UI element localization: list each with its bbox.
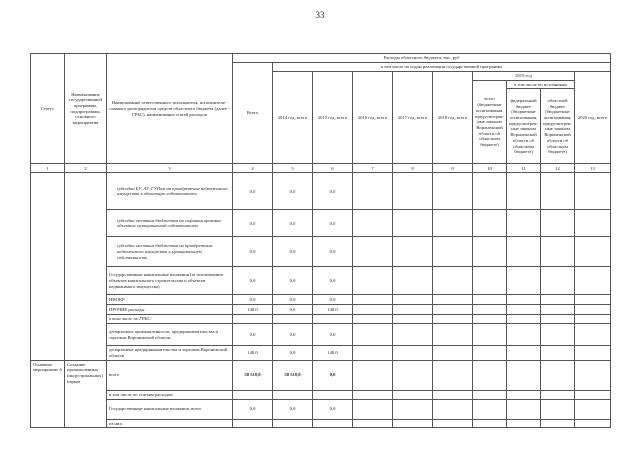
header-including-years: в том числе по годам реализации государственной программы: [273, 63, 611, 72]
row-label: субсидии БУ, АУ, ГУПам на приобретение недвижимого имущества в областную собственность: [107, 173, 233, 210]
column-number: 7: [353, 164, 393, 173]
column-number: 6: [313, 164, 353, 173]
table-row: [31, 237, 611, 267]
header-2014: 2014 год, всего: [273, 72, 313, 164]
row-label: субсидии местным бюджетам на приобретение недвижимого имущества в муниципальную собственность: [107, 237, 233, 267]
table-row: [31, 390, 611, 399]
row-label: НИОКР: [107, 295, 233, 305]
table-row: [31, 360, 611, 390]
column-number: 3: [107, 164, 233, 173]
table-row: [31, 315, 611, 324]
header-2019-federal: федеральный бюджет (бюджетные ассигнования, предусмотрен- ные законом Воронежской области об областном бюджете): [507, 89, 541, 164]
program-cell: Создание промышленных (индустриальных) парков: [65, 360, 107, 428]
y2015-cell: 0,0: [313, 295, 353, 305]
column-number: 12: [541, 164, 575, 173]
y2014-cell: 0,0: [273, 267, 313, 295]
column-number: 10: [473, 164, 507, 173]
header-2015: 2015 год, всего: [313, 72, 353, 164]
total-cell: 0,0: [233, 399, 273, 419]
header-program-name: Наименование государственной программы, подпрограммы, основного мероприятия: [65, 54, 107, 164]
y2015-cell: 0,0: [313, 237, 353, 267]
header-2016: 2016 год, всего: [353, 72, 393, 164]
row-label: департамент промышленности, предпринимательства и торговли Воронежской области: [107, 324, 233, 346]
column-number: 5: [273, 164, 313, 173]
header-expenses: Расходы областного бюджета, тыс. руб: [233, 54, 611, 63]
y2015-cell: 148,0: [313, 346, 353, 360]
total-cell: 50 518,0: [233, 360, 273, 390]
program-cell-empty: [65, 173, 107, 360]
y2015-cell: 0,0: [313, 360, 353, 390]
table-row: [31, 346, 611, 360]
budget-table: [30, 53, 611, 428]
y2015-cell: 0,0: [313, 324, 353, 346]
row-label: Государственные капитальные вложения, всего: [107, 399, 233, 419]
header-2020: 2020 год, всего: [575, 72, 611, 164]
header-by-sources: в том числе по источникам: [507, 80, 575, 89]
column-number: 1: [31, 164, 65, 173]
header-status: Статус: [31, 54, 65, 164]
y2015-cell: 0,0: [313, 267, 353, 295]
header-2019-all: всего (бюджетные ассигнования, предусмотрен- ные законом Воронежской области об областном бюджете): [473, 80, 507, 164]
total-cell: 0,0: [233, 210, 273, 237]
y2014-cell: 0,0: [273, 399, 313, 419]
total-cell: 0,0: [233, 237, 273, 267]
row-label: Государственные капитальные вложения (за исключением объектов капитального строительства и объектов недвижимого имущества): [107, 267, 233, 295]
column-number: 8: [393, 164, 433, 173]
y2014-cell: 0,0: [273, 346, 313, 360]
row-label: департамент предпринимательства и торговли Воронежской области: [107, 346, 233, 360]
total-cell: 0,0: [233, 295, 273, 305]
y2014-cell: 0,0: [273, 324, 313, 346]
y2015-cell: 0,0: [313, 210, 353, 237]
total-cell: 0,0: [233, 267, 273, 295]
table-row: [31, 295, 611, 305]
row-label: субсидии местным бюджетам на софинансирование объектов муниципальной собственности: [107, 210, 233, 237]
column-number: 4: [233, 164, 273, 173]
status-cell: Основное мероприятие 6: [31, 360, 65, 428]
total-cell: 148,0: [233, 305, 273, 315]
table-row: [31, 267, 611, 295]
y2014-cell: 0,0: [273, 173, 313, 210]
total-cell: 148,0: [233, 346, 273, 360]
column-number: 13: [575, 164, 611, 173]
total-cell: 0,0: [233, 324, 273, 346]
status-cell-empty: [31, 173, 65, 360]
y2014-cell: 50 518,0: [273, 360, 313, 390]
row-label: в том числе по ГРБС:: [107, 315, 233, 324]
table-row: [31, 399, 611, 419]
table-row: [31, 324, 611, 346]
table-row: [31, 305, 611, 315]
header-2019: 2019 год: [473, 72, 575, 81]
total-cell: 0,0: [233, 173, 273, 210]
y2014-cell: 0,0: [273, 237, 313, 267]
row-label: из них:: [107, 419, 233, 428]
y2014-cell: 0,0: [273, 210, 313, 237]
y2014-cell: 0,0: [273, 305, 313, 315]
y2015-cell: 0,0: [313, 399, 353, 419]
column-number: 2: [65, 164, 107, 173]
page-number: 33: [315, 10, 325, 20]
table-row: [31, 173, 611, 210]
row-label: в том числе по статьям расходов:: [107, 390, 233, 399]
header-2019-regional: областной бюджет (бюджетные ассигнования, предусмотрен- ные законом Воронежской области об областном бюджете): [541, 89, 575, 164]
y2014-cell: 0,0: [273, 295, 313, 305]
header-2017: 2017 год, всего: [393, 72, 433, 164]
row-label: ПРОЧИЕ расходы: [107, 305, 233, 315]
column-number: 11: [507, 164, 541, 173]
table-row: [31, 419, 611, 428]
header-2018: 2018 год, всего: [433, 72, 473, 164]
row-label: всего: [107, 360, 233, 390]
header-executor: Наименование ответственного исполнителя, исполнителя - главного распорядителя средств областного бюджета (далее - ГРБС), наименование статей расходов: [107, 54, 233, 164]
column-number: 9: [433, 164, 473, 173]
y2015-cell: 148,0: [313, 305, 353, 315]
y2015-cell: 0,0: [313, 173, 353, 210]
header-total: Всего: [233, 63, 273, 164]
table-row: [31, 210, 611, 237]
